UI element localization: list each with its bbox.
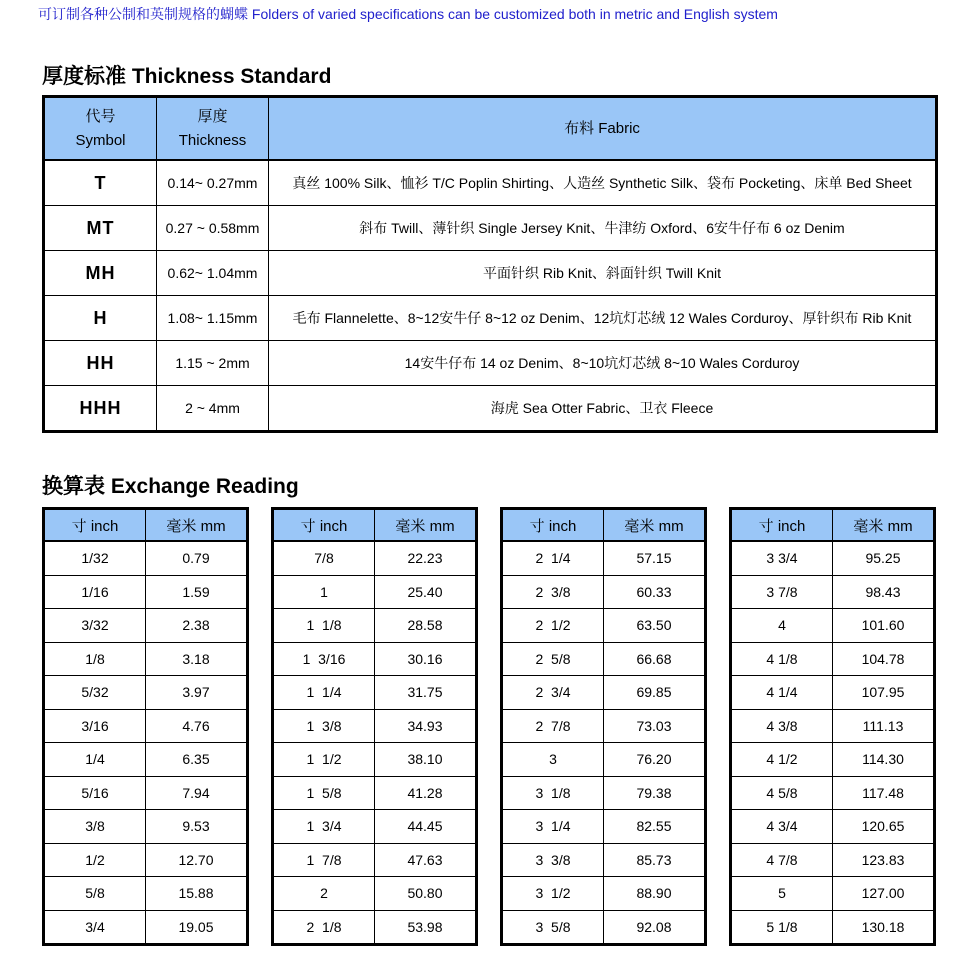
mm-cell: 114.30 <box>833 743 935 777</box>
exchange-row <box>731 676 935 710</box>
exchange-row <box>502 609 706 643</box>
thickness-header-en: Thickness <box>178 131 247 149</box>
mm-cell: 3.97 <box>146 676 248 710</box>
thickness-cell: 2 ~ 4mm <box>157 386 269 432</box>
inch-cell: 5/16 <box>44 776 146 810</box>
symbol-cell: MT <box>44 206 157 251</box>
exchange-row <box>502 910 706 945</box>
exchange-row <box>502 575 706 609</box>
mm-cell: 107.95 <box>833 676 935 710</box>
inch-cell: 4 3/8 <box>731 709 833 743</box>
exchange-table-4 <box>729 507 936 946</box>
inch-cell: 5/32 <box>44 676 146 710</box>
exchange-row <box>44 877 248 911</box>
exchange-header-row <box>44 509 248 542</box>
inch-cell: 2 3/8 <box>502 575 604 609</box>
exchange-row <box>273 743 477 777</box>
mm-cell: 22.23 <box>375 541 477 575</box>
mm-cell: 41.28 <box>375 776 477 810</box>
inch-cell: 1/8 <box>44 642 146 676</box>
inch-cell: 3 1/2 <box>502 877 604 911</box>
mm-cell: 85.73 <box>604 843 706 877</box>
inch-column-header: 寸 inch <box>731 509 833 542</box>
inch-column-header: 寸 inch <box>502 509 604 542</box>
exchange-row <box>731 709 935 743</box>
inch-cell: 1 1/4 <box>273 676 375 710</box>
thickness-cell: 1.08~ 1.15mm <box>157 296 269 341</box>
mm-cell: 38.10 <box>375 743 477 777</box>
inch-cell: 3 3/4 <box>731 541 833 575</box>
symbol-column-header <box>44 97 157 161</box>
exchange-table-1 <box>42 507 249 946</box>
inch-cell: 3/4 <box>44 910 146 945</box>
fabric-cell: 平面针织 Rib Knit、斜面针织 Twill Knit <box>269 251 937 296</box>
mm-cell: 31.75 <box>375 676 477 710</box>
mm-cell: 34.93 <box>375 709 477 743</box>
exchange-row <box>502 642 706 676</box>
mm-cell: 101.60 <box>833 609 935 643</box>
mm-cell: 4.76 <box>146 709 248 743</box>
inch-cell: 2 1/4 <box>502 541 604 575</box>
exchange-row <box>273 910 477 945</box>
exchange-row <box>273 609 477 643</box>
exchange-table-3 <box>500 507 707 946</box>
exchange-row <box>731 743 935 777</box>
inch-cell: 3 5/8 <box>502 910 604 945</box>
inch-cell: 1/16 <box>44 575 146 609</box>
thickness-row <box>44 341 937 386</box>
inch-cell: 4 <box>731 609 833 643</box>
mm-cell: 95.25 <box>833 541 935 575</box>
mm-cell: 63.50 <box>604 609 706 643</box>
mm-cell: 2.38 <box>146 609 248 643</box>
mm-cell: 79.38 <box>604 776 706 810</box>
inch-cell: 2 1/8 <box>273 910 375 945</box>
inch-cell: 4 7/8 <box>731 843 833 877</box>
exchange-row <box>44 776 248 810</box>
inch-column-header: 寸 inch <box>44 509 146 542</box>
exchange-row <box>502 541 706 575</box>
mm-cell: 117.48 <box>833 776 935 810</box>
exchange-row <box>44 709 248 743</box>
exchange-header-row <box>273 509 477 542</box>
fabric-cell: 毛布 Flannelette、8~12安牛仔 8~12 oz Denim、12坑灯芯绒 12 Wales Corduroy、厚针织布 Rib Knit <box>269 296 937 341</box>
exchange-row <box>731 575 935 609</box>
thickness-row <box>44 206 937 251</box>
inch-cell: 1/32 <box>44 541 146 575</box>
mm-cell: 66.68 <box>604 642 706 676</box>
exchange-row <box>502 709 706 743</box>
exchange-row <box>273 575 477 609</box>
thickness-column-header <box>157 97 269 161</box>
exchange-header-row <box>731 509 935 542</box>
exchange-row <box>731 541 935 575</box>
mm-cell: 25.40 <box>375 575 477 609</box>
exchange-row <box>44 743 248 777</box>
exchange-row <box>273 810 477 844</box>
exchange-row <box>44 609 248 643</box>
exchange-row <box>502 676 706 710</box>
exchange-header-row <box>502 509 706 542</box>
mm-cell: 1.59 <box>146 575 248 609</box>
mm-cell: 47.63 <box>375 843 477 877</box>
inch-cell: 1/4 <box>44 743 146 777</box>
inch-cell: 5 1/8 <box>731 910 833 945</box>
exchange-row <box>502 877 706 911</box>
symbol-cell: T <box>44 160 157 206</box>
thickness-cell: 0.27 ~ 0.58mm <box>157 206 269 251</box>
mm-cell: 88.90 <box>604 877 706 911</box>
inch-cell: 4 1/4 <box>731 676 833 710</box>
exchange-row <box>502 810 706 844</box>
exchange-row <box>273 642 477 676</box>
inch-cell: 1 7/8 <box>273 843 375 877</box>
exchange-row <box>731 877 935 911</box>
inch-cell: 5 <box>731 877 833 911</box>
thickness-cell: 0.14~ 0.27mm <box>157 160 269 206</box>
exchange-row <box>44 642 248 676</box>
inch-cell: 7/8 <box>273 541 375 575</box>
exchange-row <box>44 810 248 844</box>
inch-cell: 2 1/2 <box>502 609 604 643</box>
exchange-row <box>502 743 706 777</box>
inch-cell: 3 1/4 <box>502 810 604 844</box>
exchange-row <box>502 843 706 877</box>
mm-cell: 0.79 <box>146 541 248 575</box>
mm-cell: 92.08 <box>604 910 706 945</box>
mm-cell: 53.98 <box>375 910 477 945</box>
exchange-row <box>273 776 477 810</box>
inch-cell: 3 1/8 <box>502 776 604 810</box>
exchange-row <box>273 877 477 911</box>
mm-column-header: 毫米 mm <box>146 509 248 542</box>
mm-column-header: 毫米 mm <box>375 509 477 542</box>
inch-cell: 3 7/8 <box>731 575 833 609</box>
thickness-row <box>44 251 937 296</box>
thickness-cell: 0.62~ 1.04mm <box>157 251 269 296</box>
exchange-row <box>44 676 248 710</box>
mm-cell: 123.83 <box>833 843 935 877</box>
exchange-row <box>44 575 248 609</box>
mm-cell: 104.78 <box>833 642 935 676</box>
exchange-row <box>731 810 935 844</box>
symbol-cell: HH <box>44 341 157 386</box>
mm-cell: 82.55 <box>604 810 706 844</box>
fabric-cell: 海虎 Sea Otter Fabric、卫衣 Fleece <box>269 386 937 432</box>
inch-cell: 1 3/16 <box>273 642 375 676</box>
exchange-row <box>44 843 248 877</box>
mm-cell: 50.80 <box>375 877 477 911</box>
thickness-header-row <box>44 97 937 161</box>
exchange-row <box>731 642 935 676</box>
mm-cell: 19.05 <box>146 910 248 945</box>
exchange-row <box>44 541 248 575</box>
mm-cell: 3.18 <box>146 642 248 676</box>
inch-cell: 5/8 <box>44 877 146 911</box>
fabric-cell: 真丝 100% Silk、恤衫 T/C Poplin Shirting、人造丝 Synthetic Silk、袋布 Pocketing、床单 Bed Sheet <box>269 160 937 206</box>
inch-cell: 2 7/8 <box>502 709 604 743</box>
exchange-table-2 <box>271 507 478 946</box>
symbol-cell: MH <box>44 251 157 296</box>
inch-cell: 3/16 <box>44 709 146 743</box>
exchange-row <box>44 910 248 945</box>
inch-cell: 1 1/8 <box>273 609 375 643</box>
exchange-row <box>273 541 477 575</box>
inch-cell: 3/32 <box>44 609 146 643</box>
inch-cell: 2 <box>273 877 375 911</box>
symbol-header-en: Symbol <box>75 131 126 149</box>
inch-cell: 1/2 <box>44 843 146 877</box>
inch-cell: 3 3/8 <box>502 843 604 877</box>
exchange-row <box>273 843 477 877</box>
exchange-row <box>273 676 477 710</box>
symbol-header-zh: 代号 <box>85 107 116 125</box>
thickness-header-zh: 厚度 <box>197 107 228 125</box>
thickness-standard-title: 厚度标准 Thickness Standard <box>42 65 332 88</box>
symbol-cell: HHH <box>44 386 157 432</box>
symbol-cell: H <box>44 296 157 341</box>
fabric-column-header: 布料 Fabric <box>269 97 937 161</box>
thickness-row <box>44 386 937 432</box>
mm-cell: 111.13 <box>833 709 935 743</box>
inch-column-header: 寸 inch <box>273 509 375 542</box>
inch-cell: 2 5/8 <box>502 642 604 676</box>
exchange-row <box>731 609 935 643</box>
inch-cell: 4 1/2 <box>731 743 833 777</box>
mm-cell: 76.20 <box>604 743 706 777</box>
mm-cell: 73.03 <box>604 709 706 743</box>
exchange-row <box>731 843 935 877</box>
exchange-row <box>502 776 706 810</box>
mm-cell: 127.00 <box>833 877 935 911</box>
mm-cell: 69.85 <box>604 676 706 710</box>
thickness-standard-table <box>42 95 938 433</box>
thickness-row <box>44 160 937 206</box>
inch-cell: 4 1/8 <box>731 642 833 676</box>
inch-cell: 1 <box>273 575 375 609</box>
thickness-cell: 1.15 ~ 2mm <box>157 341 269 386</box>
thickness-row <box>44 296 937 341</box>
mm-cell: 44.45 <box>375 810 477 844</box>
exchange-row <box>731 910 935 945</box>
inch-cell: 1 3/8 <box>273 709 375 743</box>
inch-cell: 4 5/8 <box>731 776 833 810</box>
mm-cell: 7.94 <box>146 776 248 810</box>
exchange-tables-container <box>42 507 936 946</box>
inch-cell: 1 3/4 <box>273 810 375 844</box>
mm-cell: 15.88 <box>146 877 248 911</box>
inch-cell: 1 5/8 <box>273 776 375 810</box>
mm-cell: 120.65 <box>833 810 935 844</box>
mm-cell: 60.33 <box>604 575 706 609</box>
mm-cell: 57.15 <box>604 541 706 575</box>
mm-cell: 12.70 <box>146 843 248 877</box>
exchange-row <box>273 709 477 743</box>
fabric-cell: 14安牛仔布 14 oz Denim、8~10坑灯芯绒 8~10 Wales Corduroy <box>269 341 937 386</box>
exchange-row <box>731 776 935 810</box>
mm-column-header: 毫米 mm <box>833 509 935 542</box>
mm-cell: 30.16 <box>375 642 477 676</box>
inch-cell: 3 <box>502 743 604 777</box>
inch-cell: 2 3/4 <box>502 676 604 710</box>
mm-cell: 98.43 <box>833 575 935 609</box>
mm-cell: 130.18 <box>833 910 935 945</box>
mm-cell: 9.53 <box>146 810 248 844</box>
fabric-cell: 斜布 Twill、薄针织 Single Jersey Knit、牛津纺 Oxford、6安牛仔布 6 oz Denim <box>269 206 937 251</box>
inch-cell: 1 1/2 <box>273 743 375 777</box>
mm-cell: 28.58 <box>375 609 477 643</box>
inch-cell: 4 3/4 <box>731 810 833 844</box>
exchange-reading-title: 换算表 Exchange Reading <box>42 475 299 498</box>
mm-column-header: 毫米 mm <box>604 509 706 542</box>
inch-cell: 3/8 <box>44 810 146 844</box>
customization-note: 可订制各种公制和英制规格的蝴蝶 Folders of varied specifications can be customized both in metric and English system <box>38 6 778 22</box>
mm-cell: 6.35 <box>146 743 248 777</box>
